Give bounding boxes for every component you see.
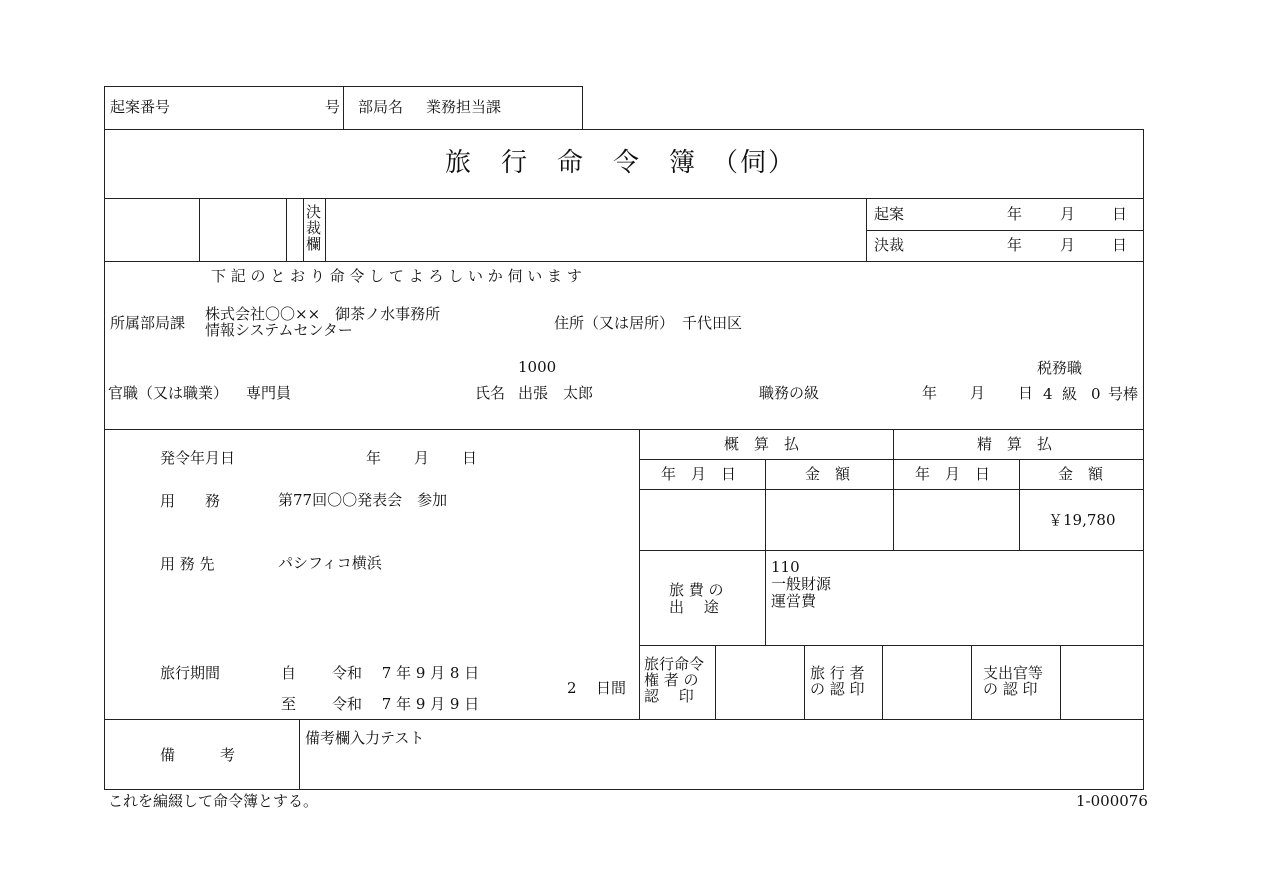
- rule: [104, 789, 1144, 790]
- rule: [639, 550, 1144, 551]
- hatsurei-label: 発令年月日: [160, 449, 236, 467]
- number-1000: 1000: [518, 358, 557, 376]
- shimei-label: 氏名: [475, 384, 506, 402]
- rule: [639, 489, 1144, 490]
- rule: [1060, 645, 1061, 720]
- hatsurei-hi: 日: [462, 449, 478, 467]
- rule: [971, 645, 972, 720]
- rule: [104, 129, 105, 790]
- shozoku-line2: 情報システムセンター: [205, 321, 353, 339]
- yomu-value: 第77回〇〇発表会 参加: [278, 491, 448, 509]
- hatsurei-tsuki: 月: [414, 449, 430, 467]
- shimei-value: 出張 太郎: [518, 384, 594, 402]
- ryohi-label-line2: 出 途: [669, 598, 719, 616]
- rule: [639, 429, 640, 720]
- document-title: 旅 行 命 令 簿 （伺）: [445, 148, 797, 178]
- ryohi-label-line1: 旅 費 の: [669, 581, 724, 599]
- kessai-nen: 年: [1007, 236, 1023, 254]
- kyu-value: 4: [1043, 385, 1053, 403]
- request-tsuki: 月: [970, 384, 986, 402]
- itaru-label: 至: [281, 695, 297, 713]
- kanshoku-label: 官職（又は職業）: [108, 384, 229, 402]
- remarks-label: 備 考: [160, 746, 236, 764]
- rule: [639, 459, 1144, 460]
- request-hi: 日: [1018, 384, 1034, 402]
- kian-tsuki: 月: [1060, 205, 1076, 223]
- rule: [893, 429, 894, 551]
- shozoku-label: 所属部局課: [110, 314, 186, 332]
- jusho-label: 住所（又は居所）: [554, 314, 675, 332]
- shozoku-line1: 株式会社〇〇×× 御茶ノ水事務所: [205, 305, 441, 323]
- kessai-hi: 日: [1112, 236, 1128, 254]
- request-nen: 年: [922, 384, 938, 402]
- rule: [715, 645, 716, 720]
- kanshoku-value: 専門員: [246, 384, 292, 402]
- gaisan-amount-header: 金 額: [805, 465, 851, 483]
- gobo-value: 0: [1091, 385, 1101, 403]
- doc-number: 1-000076: [1076, 792, 1148, 810]
- seal-meirei-label: 旅行命令 権 者 の 認 印: [644, 655, 705, 705]
- kessai-tsuki: 月: [1060, 236, 1076, 254]
- yomusaki-value: パシフィコ横浜: [278, 554, 382, 572]
- ryohi-line2: 一般財源: [771, 575, 832, 593]
- rule: [303, 198, 304, 261]
- kian-hi: 日: [1112, 205, 1128, 223]
- bukyoku-label: 部局名: [358, 98, 404, 116]
- gaisan-label: 概 算 払: [724, 435, 800, 453]
- yomusaki-label: 用 務 先: [160, 555, 215, 573]
- seisan-date-header: 年 月 日: [915, 465, 991, 483]
- ji-label: 自: [281, 664, 297, 682]
- kyu-label: 級: [1062, 385, 1078, 403]
- ji-value: 令和 7 年 9 月 8 日: [332, 664, 480, 682]
- rule: [199, 198, 200, 261]
- kessai-label: 決裁: [874, 236, 905, 254]
- rule: [882, 645, 883, 720]
- rule: [104, 429, 1144, 430]
- days-label: 日間: [596, 679, 627, 697]
- seal-shishutsukan-label: 支出官等 の 認 印: [983, 664, 1044, 698]
- rule: [582, 86, 583, 129]
- kian-bango-label: 起案番号: [110, 98, 171, 116]
- rule: [104, 86, 105, 129]
- ryohi-line3: 運営費: [771, 592, 817, 610]
- rule: [104, 719, 1144, 720]
- shokumu-kyu-label: 職務の級: [759, 384, 820, 402]
- kessai-ran-label: 決 裁 欄: [306, 203, 322, 253]
- seisan-label: 精 算 払: [977, 435, 1053, 453]
- days-value: 2: [567, 679, 577, 697]
- hatsurei-nen: 年: [366, 449, 382, 467]
- seisan-amount: ￥19,780: [1048, 511, 1116, 529]
- bukyoku-value: 業務担当課: [426, 98, 502, 116]
- kikan-label: 旅行期間: [160, 664, 221, 682]
- request-statement: 下 記 の と お り 命 令 し て よ ろ し い か 伺 い ま す: [211, 267, 582, 285]
- kian-nen: 年: [1007, 205, 1023, 223]
- jusho-value: 千代田区: [682, 314, 743, 332]
- rule: [1019, 459, 1020, 551]
- zeimu-label: 税務職: [1037, 359, 1083, 377]
- seal-ryokosha-label: 旅 行 者 の 認 印: [810, 664, 865, 698]
- go-suffix: 号: [325, 98, 341, 116]
- rule: [104, 261, 1144, 262]
- yomu-label: 用 務: [160, 492, 221, 510]
- kian-label: 起案: [874, 205, 905, 223]
- rule: [286, 198, 287, 261]
- rule: [804, 645, 805, 720]
- footer-note: これを編綴して命令簿とする。: [108, 792, 319, 810]
- seisan-amount-header: 金 額: [1058, 465, 1104, 483]
- rule: [325, 198, 326, 261]
- rule: [104, 198, 1144, 199]
- gobo-label: 号棒: [1108, 385, 1139, 403]
- rule: [299, 719, 300, 790]
- rule: [104, 129, 1144, 130]
- remarks-value: 備考欄入力テスト: [305, 729, 425, 747]
- rule: [866, 230, 1144, 231]
- itaru-value: 令和 7 年 9 月 9 日: [332, 695, 480, 713]
- rule: [765, 459, 766, 646]
- ryohi-line1: 110: [771, 558, 800, 576]
- rule: [343, 86, 344, 129]
- gaisan-date-header: 年 月 日: [661, 465, 737, 483]
